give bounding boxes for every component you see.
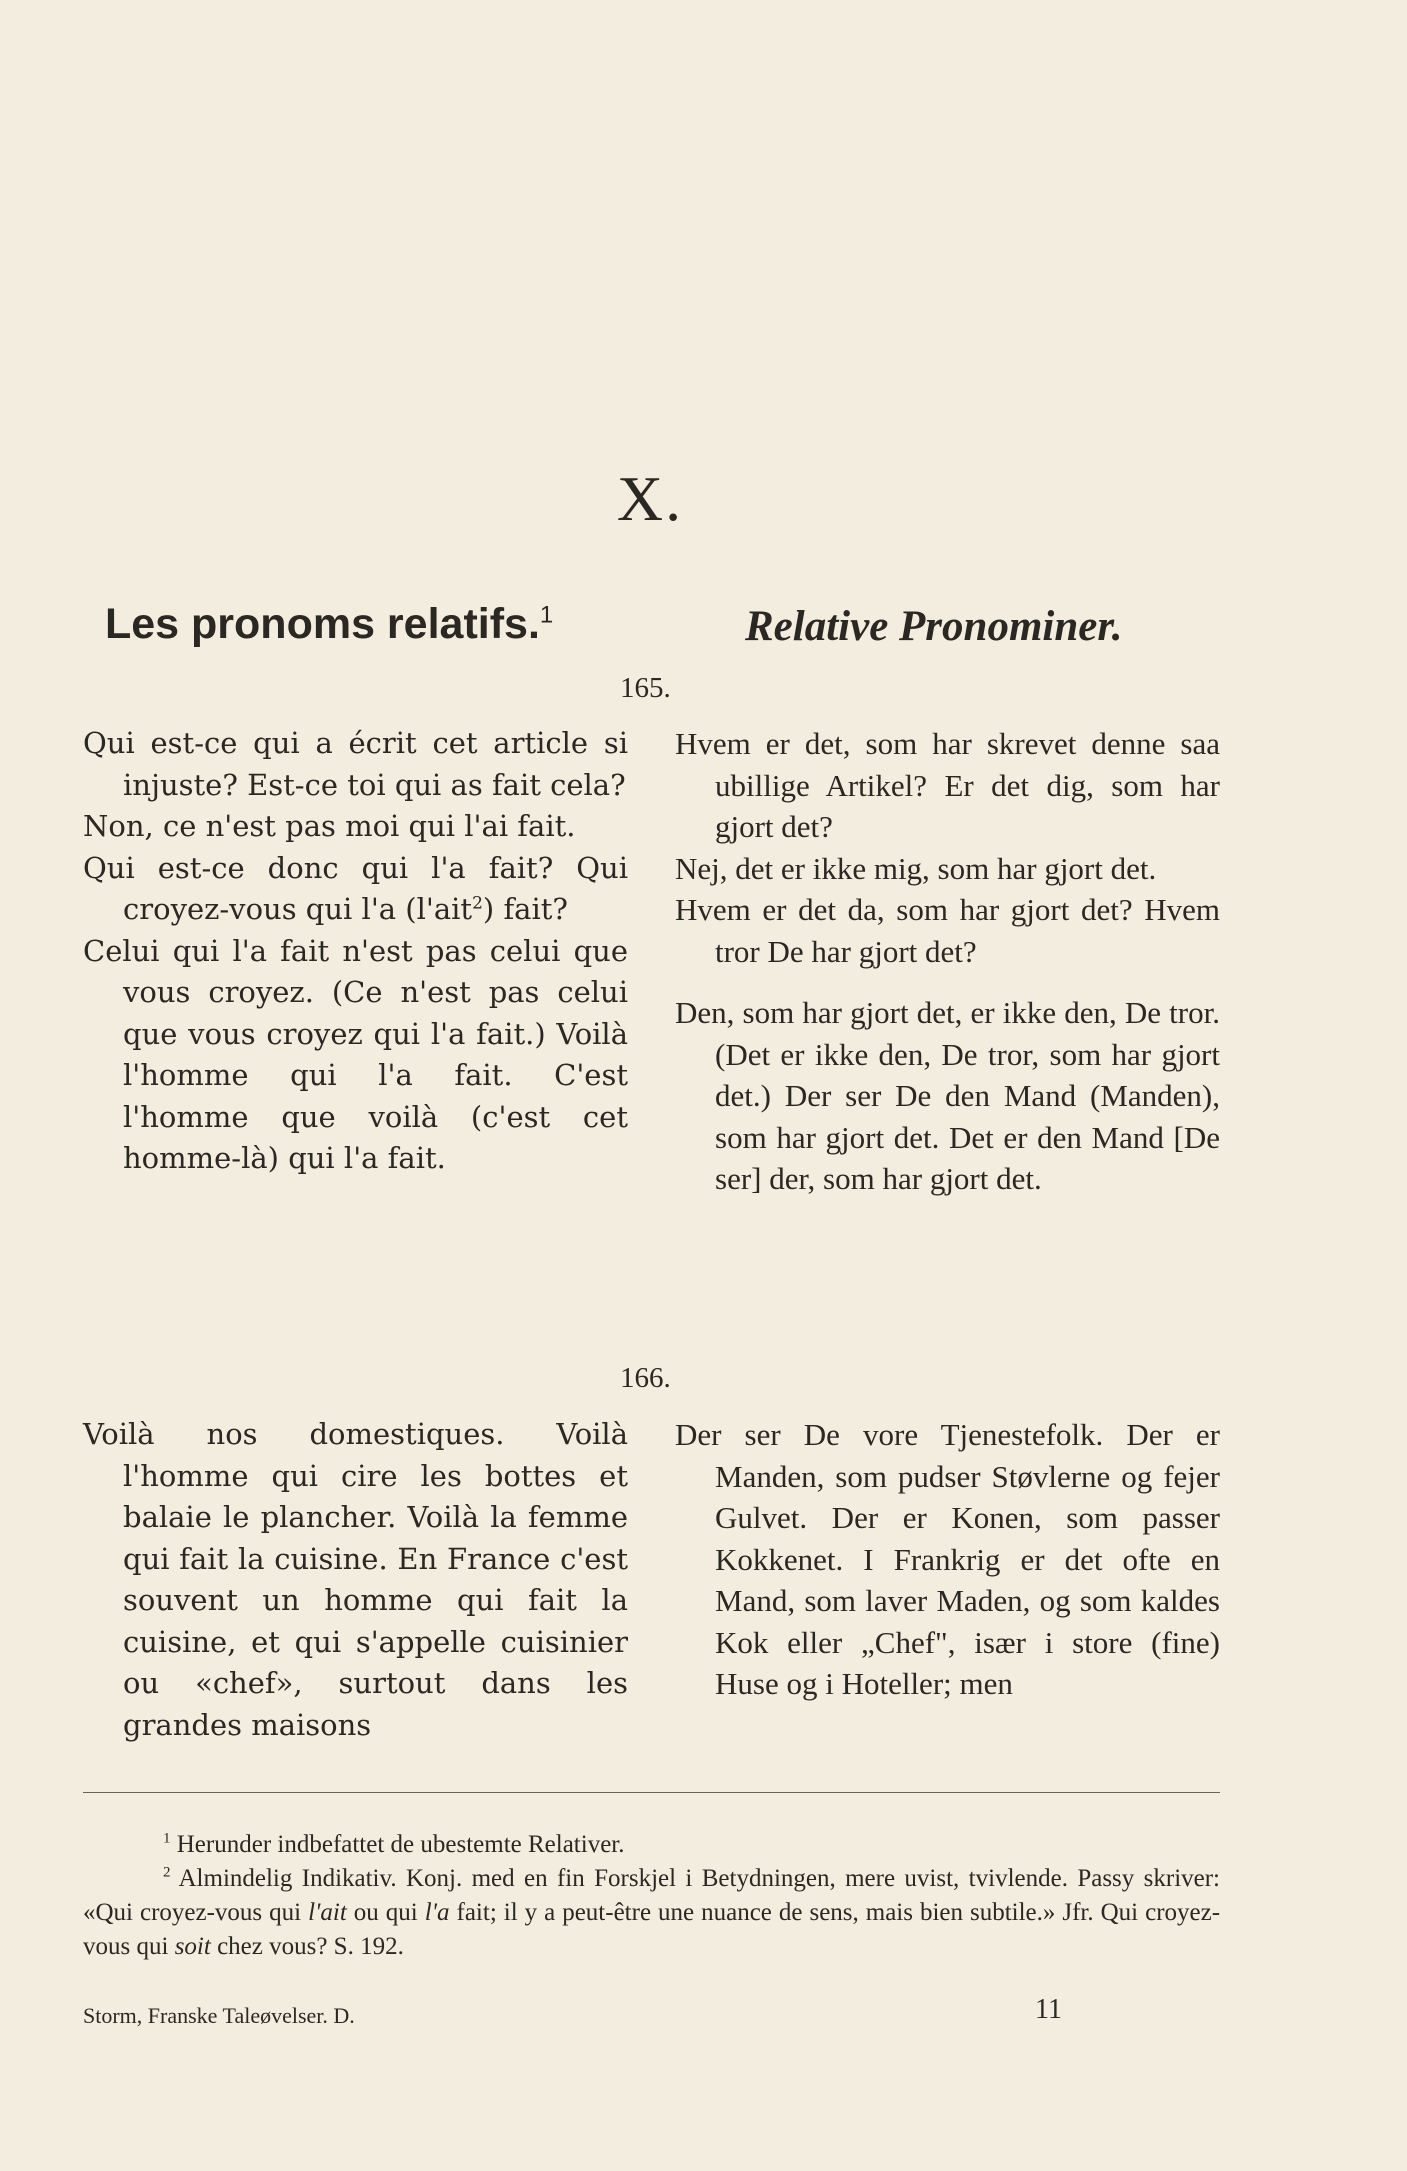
danish-paragraph: Hvem er det da, som har gjort det? Hvem tror De har gjort det? xyxy=(675,892,1220,969)
footnote-2-text: chez vous? S. 192. xyxy=(217,1933,404,1960)
section-number-166: 166. xyxy=(620,1362,671,1394)
footnote-2-text: ou qui xyxy=(353,1899,418,1926)
french-column-165 xyxy=(83,723,628,1180)
footnote-1-text: Herunder indbefattet de ubestemte Relativer. xyxy=(176,1831,625,1858)
danish-column-166 xyxy=(675,1414,1220,1705)
footnote-2-italic: l'ait xyxy=(308,1899,347,1926)
danish-paragraph: Nej, det er ikke mig, som har gjort det. xyxy=(675,850,1157,886)
title-danish: Relative Pronominer. xyxy=(745,603,1123,650)
title-french-text: Les pronoms relatifs. xyxy=(105,600,540,648)
footnote-divider xyxy=(83,1792,1220,1793)
footnote-1 xyxy=(83,1828,1220,1862)
footnote-mark-2: 2 xyxy=(472,893,483,914)
footnote-2-italic: l'a xyxy=(424,1899,450,1926)
title-french xyxy=(105,600,553,649)
page-number: 11 xyxy=(1035,1994,1062,2025)
danish-paragraph: Hvem er det, som har skrevet denne saa ubillige Artikel? Er det dig, som har gjort det? xyxy=(675,726,1220,844)
french-paragraph: Qui est-ce qui a écrit cet article si injuste? Est-ce toi qui as fait cela? xyxy=(83,726,628,802)
footnote-2 xyxy=(83,1862,1220,1964)
french-paragraph xyxy=(83,848,628,931)
footnote-2-text: fait; il y a peut-être une nuance de sens, mais bien subtile.» Jfr. Qui croyez-vous qui xyxy=(83,1899,1221,1960)
danish-column-165 xyxy=(675,723,1220,1200)
footnote-mark-1: 1 xyxy=(539,601,554,629)
footnote-2-mark: 2 xyxy=(163,1864,171,1881)
danish-paragraph: Der ser De vore Tjenestefolk. Der er Manden, som pudser Støvlerne og fejer Gulvet. Der er Konen, som passer Kokkenet. I Frankrig er det ofte en Mand, som laver Maden, og som kaldes Kok eller „Chef", især i store (fine) Huse og i Hoteller; men xyxy=(675,1417,1220,1701)
footnote-1-mark: 1 xyxy=(163,1830,171,1847)
section-number-165: 165. xyxy=(620,672,671,704)
french-paragraph: Non, ce n'est pas moi qui l'ai fait. xyxy=(83,809,576,843)
french-paragraph: Voilà nos domestiques. Voilà l'homme qui cire les bottes et balaie le plancher. Voilà la femme qui fait la cuisine. En France c'est souvent un homme qui fait la cuisine, et qui s'appelle cuisinier ou «chef», surtout dans les grandes maisons xyxy=(83,1417,628,1742)
danish-paragraph: Den, som har gjort det, er ikke den, De tror. (Det er ikke den, De tror, som har gjort det.) Der ser De den Mand (Manden), som har gjort det. Det er den Mand [De ser] der, som har gjort det. xyxy=(675,995,1220,1196)
french-paragraph: Celui qui l'a fait n'est pas celui que vous croyez. (Ce n'est pas celui que vous croyez qui l'a fait.) Voilà l'homme qui l'a fait. C'est l'homme que voilà (c'est cet homme-là) qui l'a fait. xyxy=(83,933,628,1175)
french-text: ) fait? xyxy=(482,892,568,926)
french-column-166 xyxy=(83,1414,628,1746)
french-text: Qui est-ce donc qui l'a fait? Qui croyez-vous qui l'a (l'ait xyxy=(83,850,628,926)
footnote-2-italic: soit xyxy=(174,1933,211,1960)
printer-signature: Storm, Franske Taleøvelser. D. xyxy=(83,2003,355,2028)
footnote-2-text: Almindelig Indikativ. Konj. med en fin Forskjel i Betydningen, mere uvist, tvivlende. Passy skriver: «Qui croyez-vous qui xyxy=(83,1865,1221,1926)
chapter-heading: X. xyxy=(616,463,684,534)
